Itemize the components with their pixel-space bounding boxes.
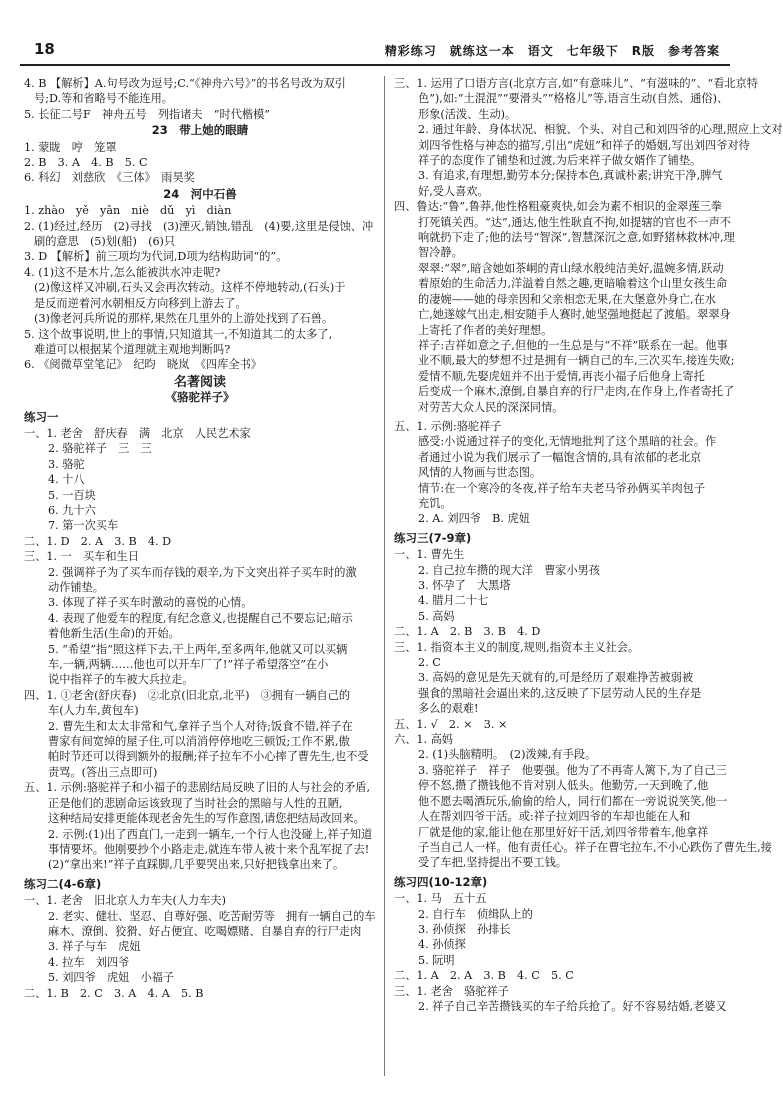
- text-line: 打死镇关西。“达”,通达,他生性耿直不拘,如提辖的官也不一声不: [418, 215, 731, 229]
- text-line: 2. B 3. A 4. B 5. C: [24, 156, 148, 170]
- text-line: 受了车把,坚持提出不要工钱。: [418, 856, 567, 870]
- text-line: 五、1. √ 2. × 3. ×: [394, 717, 508, 731]
- text-line: 三、1. 老舍 骆驼祥子: [394, 984, 509, 998]
- text-line: 3. 体现了祥子买车时激动的喜悦的心情。: [48, 596, 253, 610]
- section-title-mingzhu: 名著阅读: [173, 374, 226, 390]
- text-line: 车,一辆,两辆……他也可以开车厂了!”祥子希望落空”在小: [48, 658, 329, 672]
- text-line: 一、1. 老舍 舒庆春 满 北京 人民艺术家: [24, 426, 251, 440]
- left-column: [24, 76, 376, 1001]
- book-title: 《骆驼祥子》: [165, 390, 235, 405]
- text-line: 车(人力车,黄包车): [48, 704, 139, 718]
- text-line: 响就扔下走了;他的法号“智深”,智慧深沉之意,如野猪林救林冲,理: [418, 231, 735, 245]
- text-line: 翠翠:“翠”,暗含她如茶峒的青山绿水般纯洁美好,温婉多情,跃动: [418, 261, 724, 275]
- text-line: 三、1. 指资本主义的制度,规则,指资本主义社会。: [394, 640, 640, 654]
- text-line: 1. zhào yě yān niè dǔ yì diàn: [24, 204, 232, 218]
- text-line: 风情的人物画与世态图。: [418, 466, 542, 480]
- header-title: 精彩练习 就练这一本 语文 七年级下 R版 参考答案: [384, 44, 720, 58]
- text-line: 着原始的生命活力,洋溢着自然之趣,更暗喻着这个山里女孩生命: [418, 277, 728, 291]
- text-line: 帕时节还可以得到额外的报酬;祥子拉车不小心摔了曹先生,也不受: [48, 750, 369, 764]
- column-divider: [384, 76, 385, 1076]
- text-line: 三、1. 运用了口语方言(北京方言,如“有意味儿”、“有滋味的”、“看北京特: [394, 77, 758, 90]
- text-line: 5. 这个故事说明,世上的事情,只知道其一,不知道其二的太多了,: [24, 327, 333, 341]
- text-line: 3. 有追求,有理想,勤劳本分;保持本色,真诚朴素;讲究干净,脾气: [418, 169, 723, 183]
- text-line: 业不顺,最大的梦想不过是拥有一辆自己的车,三次买车,接连失败;: [418, 354, 735, 368]
- text-line: 责骂。(答出三点即可): [48, 765, 158, 779]
- text-line: 情节:在一个寒冷的冬夜,祥子给车夫老马爷孙俩买羊肉包子: [418, 481, 706, 495]
- text-line: 3. D 【解析】前三项均为代词,D项为结构助词“的”。: [24, 250, 288, 264]
- text-line: 一、1. 曹先生: [394, 548, 465, 562]
- text-line: 感受:小说通过祥子的变化,无情地批判了这个黑暗的社会。作: [418, 435, 717, 449]
- text-line: 亡,她遂嫁气出走,相安随手人赛时,她坚强地挺起了渡船。翠翠身: [418, 308, 731, 322]
- text-line: 的凄婉——她的母亲因和父亲相恋无果,在大堡意外身亡,在水: [418, 292, 716, 306]
- text-line: 号;D.等和省略号不能连用。: [34, 92, 173, 106]
- text-line: 2. 示例:(1)出了西直门,一走到一辆车,一个行人也没碰上,祥子知道: [48, 827, 373, 841]
- text-line: 二、1. B 2. C 3. A 4. A 5. B: [24, 986, 204, 1000]
- text-line: 是反而逆着河水朝相反方向移到上游去了。: [34, 296, 247, 310]
- text-line: 子当自己人一样。他有责任心。祥子在曹宅拉车,不小心跌伤了曹先生,接: [418, 840, 772, 854]
- text-line: 爱情不顺,先娶虎妞并不出于爱情,再丧小福子后他身上寄托: [418, 369, 705, 383]
- text-line: 4. (1)这不是木片,怎么能被洪水冲走呢?: [24, 265, 221, 279]
- text-line: 5. 一百块: [48, 488, 96, 502]
- text-line: 充饥。: [418, 496, 452, 510]
- text-line: (2)像这样又冲刷,石头又会再次转动。这样不停地转动,(石头)于: [34, 281, 346, 295]
- lesson-title-24: 24 河中石兽: [163, 186, 237, 201]
- text-line: 5. 刘四爷 虎妞 小福子: [48, 971, 175, 985]
- text-line: 祥子的态度作了铺垫和过渡,为后来祥子做女婿作了铺垫。: [418, 154, 702, 168]
- text-line: 难道可以根据某个道理就主观地判断吗?: [34, 342, 231, 356]
- page-header: [20, 36, 730, 66]
- text-line: 2. 通过年龄、身体状况、相貌、个头、对自己和刘四爷的心理,照应上文对: [418, 123, 783, 137]
- text-line: 二、1. A 2. B 3. B 4. D: [394, 625, 541, 639]
- text-line: 2. A. 刘四爷 B. 虎妞: [418, 512, 530, 526]
- text-line: 这种结局安排更能体现老舍先生的写作意图,请您把结局改回来。: [48, 812, 365, 826]
- text-line: 二、1. A 2. A 3. B 4. C 5. C: [394, 969, 574, 983]
- text-line: 正是他们的悲剧命运该致现了当时社会的黑暗与人性的丑陋,: [48, 796, 343, 810]
- text-line: 智冷静。: [418, 246, 463, 260]
- text-line: 人在帮刘四爷干活。或:祥子拉刘四爷的车却也能在人和: [418, 810, 691, 824]
- text-line: 麻木、潦倒、狡猾、好占便宜、吃喝嫖赌、自暴自弃的行尸走肉: [48, 924, 362, 938]
- text-line: 2. 骆驼祥子 三 三: [48, 442, 152, 456]
- text-line: 五、1. 示例:骆驼祥子: [394, 419, 502, 433]
- text-line: 祥子:吉祥如意之子,但他的一生总是与“不祥”联系在一起。他事: [418, 338, 728, 352]
- text-line: 事情要坏。他刚要抄个小路走走,就连车带人被十来个乱军捉了去!: [48, 842, 370, 856]
- text-line: 2. C: [418, 656, 441, 670]
- text-line: 2. 自行车 侦缉队上的: [418, 907, 533, 921]
- text-line: 5. 阮明: [418, 953, 455, 967]
- text-line: 形象(活泼、生动)。: [418, 107, 517, 121]
- text-line: 一、1. 老舍 旧北京人力车夫(人力车夫): [24, 894, 226, 908]
- text-line: 2. 强调祥子为了买车而存钱的艰辛,为下文突出祥子买车时的激: [48, 565, 357, 579]
- text-line: 4. 表现了他爱车的程度,有纪念意义,也提醒自己不要忘记;暗示: [48, 611, 353, 625]
- text-line: 曹家有间宽绰的屋子住,可以消消停停地吃三顿饭;工作不累,傲: [48, 735, 350, 749]
- text-line: 4. 孙侦探: [418, 938, 466, 952]
- text-line: 3. 孙侦探 孙排长: [418, 922, 511, 936]
- exercise-title-2: 练习二(4-6章): [24, 876, 102, 891]
- text-line: 他不愿去喝酒玩乐,偷偷的给人，同行们都在一旁说说笑笑,他一: [418, 794, 728, 808]
- text-line: 5. 高妈: [418, 609, 455, 623]
- text-line: 停不怒,攒了攒钱他不肯对别人低头。他勤劳,一天到晚了,他: [418, 779, 709, 793]
- exercise-title-1: 练习一: [24, 409, 59, 424]
- text-line: 2. 祥子自己辛苦攒钱买的车子给兵抢了。好不容易结婚,老婆又: [418, 999, 727, 1013]
- text-line: 上寄托了作者的美好理想。: [418, 323, 553, 337]
- exercise-title-4: 练习四(10-12章): [394, 874, 488, 889]
- text-line: 一、1. 马 五十五: [394, 892, 487, 906]
- text-line: 6. 九十六: [48, 503, 96, 517]
- text-line: 2. 老实、健壮、坚忍、自尊好强、吃苦耐劳等 拥有一辆自己的车: [48, 909, 376, 923]
- text-line: 4. 腊月二十七: [418, 594, 489, 608]
- text-line: (2)“拿出来!”祥子直踩脚,几乎要哭出来,只好把钱拿出来了。: [48, 858, 345, 872]
- text-line: 6. 《阅微草堂笔记》 纪昀 晓岚 《四库全书》: [24, 358, 262, 372]
- exercise-title-3: 练习三(7-9章): [394, 530, 472, 545]
- text-line: 动作铺垫。: [48, 581, 104, 594]
- text-line: 对劳苦大众人民的深深同情。: [418, 400, 564, 414]
- text-line: 六、1. 高妈: [394, 733, 453, 747]
- text-line: 四、鲁达:“鲁”,鲁莽,他性格粗豪爽快,如会为素不相识的金翠莲三拳: [394, 200, 722, 214]
- text-line: 色”),如:“土混混”“要滑头”“格格儿”等,语言生动(自然、通俗)、: [418, 92, 729, 106]
- text-line: 着他新生活(生命)的开始。: [48, 627, 180, 641]
- text-line: 刘四爷性格与神态的描写,引出“虎妞”和祥子的婚姻,写出刘四爷对待: [418, 138, 750, 152]
- text-line: 厂就是他的家,能让他在那里好好干活,刘四爷带着车,他拿祥: [418, 825, 709, 839]
- text-line: 好,受人喜欢。: [418, 184, 489, 198]
- text-line: 2. 曹先生和太太非常和气,拿祥子当个人对待;饭食不错,祥子在: [48, 719, 353, 733]
- text-line: 4. 拉车 刘四爷: [48, 955, 130, 969]
- text-line: 4. B 【解析】A.句号改为逗号;C.“《神舟六号》”的书名号改为双引: [24, 77, 346, 90]
- text-line: 五、1. 示例:骆驼祥子和小福子的悲剧结局反映了旧的人与社会的矛盾,: [24, 781, 370, 795]
- text-line: 多么的艰难!: [418, 702, 479, 716]
- text-line: 后变成一个麻木,潦倒,自暴自弃的行尸走肉,在作身上,作者寄托了: [418, 385, 735, 399]
- text-line: 3. 怀孕了 大黑塔: [418, 579, 511, 592]
- text-line: (3)像老河兵所说的那样,果然在几里外的上游处找到了石兽。: [34, 312, 334, 326]
- text-line: 3. 高妈的意见是先天就有的,可是经历了艰难挣苦被弱被: [418, 671, 694, 685]
- text-line: 4. 十八: [48, 473, 85, 487]
- text-line: 三、1. 一 买车和生日: [24, 550, 139, 564]
- text-line: 2. (1)经过,经历 (2)寻找 (3)湮灭,销蚀,错乱 (4)要,这里是侵蚀、冲: [24, 219, 374, 233]
- page-number: 18: [34, 40, 55, 58]
- text-line: 5. 长征二号F 神舟五号 列指诸夫 “时代楷模”: [24, 107, 270, 121]
- text-line: 四、1. ①老舍(舒庆春) ②北京(旧北京,北平) ③拥有一辆自己的: [24, 688, 351, 702]
- text-line: 2. (1)头脑精明。 (2)泼辣,有手段。: [418, 748, 597, 762]
- text-line: 说中指祥子的车被大兵拉走。: [48, 673, 194, 687]
- lesson-title-23: 23 带上她的眼睛: [151, 123, 249, 138]
- text-line: 二、1. D 2. A 3. B 4. D: [24, 534, 172, 548]
- text-line: 2. 自己拉车攒的现大洋 曹家小男孩: [418, 563, 601, 577]
- text-line: 3. 骆驼: [48, 457, 85, 471]
- text-line: 刷的意思 (5)划(船) (6)只: [34, 235, 176, 249]
- text-line: 7. 第一次买车: [48, 519, 119, 533]
- text-line: 3. 祥子与车 虎妞: [48, 940, 141, 954]
- text-line: 者通过小说为我们展示了一幅饱含情的,具有浓郁的老北京: [418, 450, 702, 464]
- text-line: 强食的黑暗社会逼出来的,这反映了下层劳动人民的生存是: [418, 686, 702, 700]
- text-line: 5. “希望”指“照这样下去,干上两年,至多两年,他就又可以买辆: [48, 642, 348, 656]
- right-column: [394, 76, 783, 1014]
- text-line: 1. 蒙眬 哼 笼罩: [24, 140, 117, 154]
- text-line: 3. 骆驼祥子 祥子 他要强。他为了不再寄人篱下,为了自己三: [418, 763, 727, 777]
- text-line: 6. 科幻 刘慈欣 《三体》 雨昊奖: [24, 171, 195, 185]
